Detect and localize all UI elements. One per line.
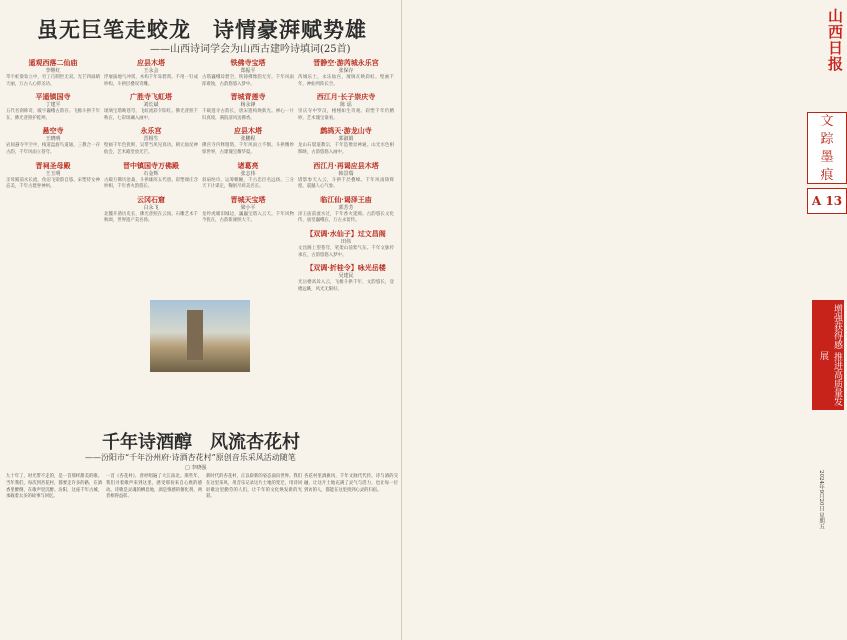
poem-title: 鹧鸪天·游龙山寺: [320, 126, 372, 136]
poem-item: [202, 58, 294, 88]
poem-item: [6, 92, 100, 122]
feature-headline: 千年诗酒醇 风流杏花村: [102, 432, 300, 453]
poem-author: 田伟: [340, 238, 351, 245]
column-name-char: 踪: [820, 132, 834, 147]
sidebar: [402, 0, 844, 640]
poem-title: 应县木塔: [137, 58, 165, 67]
poem-author: 郭芳芳: [338, 204, 354, 211]
poem-text: 龙吟虎啸旧城边，巍巍宝塔入云天。千年风物今犹在，古韵新颜照大千。: [202, 211, 294, 224]
poem-author: 杨永锋: [240, 102, 256, 109]
pagoda-silhouette: [187, 310, 203, 360]
feature-byline: □ 李晓强: [185, 465, 207, 471]
poem-item: [298, 195, 394, 225]
poem-item: [202, 126, 294, 156]
poem-item: [298, 92, 394, 122]
poem-title: 云冈石窟: [137, 194, 165, 204]
poem-text: 千载莲寺古韵长，唐宋遗构焕新光。禅心一片归真境，满院清风送佛香。: [202, 109, 294, 121]
page-number-box: [807, 188, 847, 214]
poem-item: [6, 161, 100, 191]
poem-text: 龙山石窟道教宗，千年造像显神通。山光水色相辉映，古韵悠悠入画中。: [298, 143, 394, 155]
poem-item: [104, 161, 198, 191]
poem-text: 芮城乐土，永乐仙宫，琉璃瓦映彩虹。壁画千年，神仙列阵长空。: [298, 75, 394, 87]
column-name-box: [807, 112, 847, 184]
poem-text: 琉璃宝塔映苍穹，飞虹流彩夕阳红。佛光普照千秋在，七彩斑斓入画中。: [104, 109, 198, 121]
poem-text: 古殿万佛历沧桑，斗拱雄浑五代唐。彩塑端庄含妙相，千年香火韵悠长。: [104, 177, 198, 190]
poem-item: [104, 195, 198, 225]
poem-author: 刘长斌: [143, 102, 159, 109]
poem-item: [104, 126, 198, 156]
promo-banner: 增强获得感 推进高质量发展: [812, 300, 844, 410]
poem-author: 张志伟: [240, 170, 256, 177]
article-column: 新时代的杏花村，正以崭新的姿态面向世界。我们在这里采风，用音乐记录这片土地的变迁，用诗词讴歌这里勤劳的人们，让千年的文化焕发新的光彩。: [206, 474, 302, 500]
poem-title: 诸葛亮: [237, 160, 259, 170]
poem-title: 晋城天宝塔: [230, 194, 266, 204]
poem-text: 岩间悬寺半空中，栈道盘旋鸟道通。三教合一存古韵，千年风雨立苍穹。: [6, 143, 100, 155]
poem-text: 文昌阁上望苍穹，笔架山前紫气东。千年文脉传承在，古韵悠悠入梦中。: [298, 245, 394, 258]
poem-author: 白永飞: [143, 204, 159, 211]
poem-text: 浮屠拔地气冲霄，木构千年耸碧霄。不用一钉成妙构，斗拱层叠叹奇雕。: [104, 75, 198, 87]
poem-text: 萃宇虹梁耸立中，穷工巧制世无双。光芒四溢晴天丽，万古人心仰圣功。: [6, 75, 100, 87]
page-number: 13: [825, 194, 843, 208]
poem-author: 韩景瑞: [338, 170, 354, 177]
poem-author: 吴建民: [338, 273, 354, 280]
page-letter: A: [811, 194, 822, 208]
main-headline: 虽无巨笔走蛟龙 诗情豪湃赋势雄: [37, 17, 367, 42]
poem-author: 郑振平: [240, 68, 256, 74]
poem-title: 永乐宫: [140, 126, 162, 136]
poem-author: 李继红: [45, 68, 61, 74]
poem-title: 晋祠圣母殿: [35, 160, 71, 170]
poem-item: [298, 263, 394, 293]
poem-text: 圣母殿前水长流，鱼沼飞梁韵自悠。宋塑侍女神态美，千年古建誉神州。: [6, 177, 100, 190]
poem-author: 梁小平: [240, 204, 256, 211]
poem-item: [298, 126, 394, 156]
poem-author: 王永会: [143, 68, 159, 74]
poem-item: [6, 126, 100, 156]
poem-item: [202, 195, 294, 225]
poem-item: [6, 58, 100, 88]
column-name-char: 痕: [820, 168, 834, 183]
poem-title: 平遥镇国寺: [35, 92, 71, 102]
poem-text: 五代名刹称奇，殿宇巍峨古韵存。飞檐斗拱千年在，佛光普照护乾坤。: [6, 109, 100, 121]
poem-text: 壁画千年色犹鲜，吴带当风见真功。朝元仙仗神仙会，艺术殿堂放光芒。: [104, 143, 198, 155]
column-name-char: 文: [820, 114, 834, 129]
poem-title: 铁佛寺宝塔: [230, 58, 266, 67]
poem-author: 晋相生: [143, 136, 159, 143]
poem-text: 佛宫寺内释迦塔，千年风雨立不倒。斗拱精妙惊世界，古建瑰宝耀华夏。: [202, 143, 294, 155]
poem-author: 陈 谣: [340, 102, 352, 109]
poem-item: [298, 161, 394, 191]
poem-author: 张保存: [338, 68, 354, 74]
poem-author: 丁建平: [45, 102, 61, 109]
poem-text: 光岳楼高耸入云，飞檐斗拱千年，文韵悠长，登楼远眺，风光无限好。: [298, 280, 394, 292]
date-line: 2024年9月20日 星期五: [818, 470, 824, 530]
poem-item: [202, 92, 294, 122]
poem-author: 王玉明: [45, 170, 61, 177]
poem-column: [298, 58, 394, 398]
poem-title: 广胜寺飞虹塔: [130, 92, 172, 102]
poem-item: [298, 229, 394, 259]
poem-author: 郭淑娟: [338, 136, 354, 143]
poem-item: [104, 92, 198, 122]
poem-item: [298, 58, 394, 88]
poem-title: 晋城青莲寺: [230, 92, 266, 102]
poem-author: 张鹏程: [240, 136, 256, 143]
article-column: 九十年了，时光带不走的，是一首那样甜美的歌。当年我们，每次到杏花村，都要走许多的路，在酒香里醉倒，在歌声里沉醉。汾阳，这座千年古城，承载着太多的故事与回忆。: [6, 474, 102, 500]
poem-title: 【双调·水仙子】过文昌阁: [306, 228, 386, 238]
poem-item: [202, 161, 294, 191]
article-column: 一首《杏花村》，曾经唱遍了大江南北。那些年，我们寻着歌声来到这里，感受那份来自心底的感动。诗歌是灵魂的栖息地，酒是情感的催化剂，两者相得益彰。: [106, 474, 202, 500]
poem-title: 悬空寺: [42, 126, 64, 136]
masthead: 山西日报: [826, 8, 844, 72]
poem-title: 晋静空·游芮城永乐宫: [313, 58, 379, 67]
poem-text: 北魏开凿历史长，佛光普照在云岗。石雕艺术千秋颂，世界遗产美名扬。: [104, 211, 198, 224]
poem-text: 崇庆寺中罗汉，栩栩如生奇观。彩塑千年仍精妙，艺术瑰宝谁看。: [298, 109, 394, 121]
poem-title: 西江月·长子崇庆寺: [316, 92, 376, 102]
poem-column: [104, 58, 198, 294]
poem-title: 【双调·折桂令】咏光岳楼: [306, 263, 386, 273]
poem-author: 石金辉: [143, 170, 159, 177]
poem-title: 遥观西落二仙庙: [28, 58, 78, 67]
poem-text: 塔影参天入云，斗拱千层叠嶂。千年风雨铸辉煌，震撼人心气象。: [298, 177, 394, 190]
poem-title: 临江仙·谒泽王庙: [320, 194, 372, 204]
poem-column: [6, 58, 100, 398]
poem-text: 古塔巍峨耸碧空，铁铸佛像韵无穷。千年风雨浑难蚀，古韵悠悠入梦中。: [202, 75, 294, 87]
article-column: 杏花村里酒旗风，千年文脉代代传。诗与酒的交融，让这片土地充满了灵气与活力，也让每一位到访的人，都能在这里找到心灵的归宿。: [304, 474, 398, 493]
poem-text: 羽扇纶巾，运筹帷幄，千古忠臣名远扬。三分天下计谋定，鞠躬尽瘁美名长。: [202, 177, 294, 190]
poem-item: [104, 58, 198, 88]
main-subheadline: ——山西诗词学会为山西古建吟诗填词(25首): [150, 44, 351, 55]
column-name-char: 墨: [820, 150, 834, 165]
poem-column: [202, 58, 294, 294]
feature-subheadline: ——汾阳市“千年汾州府·诗酒杏花村”原创音乐采风活动随笔: [85, 453, 296, 462]
poem-title: 应县木塔: [234, 126, 262, 136]
poem-text: 泽王庙前流水过，千年香火延绵。古韵悠长文化传，庙堂巍峨在，万古永留传。: [298, 211, 394, 224]
poem-author: 王晓明: [45, 136, 61, 143]
poem-title: 西江月·再谒应县木塔: [313, 160, 379, 170]
poem-title: 晋中镇国寺万佛殿: [123, 160, 179, 170]
